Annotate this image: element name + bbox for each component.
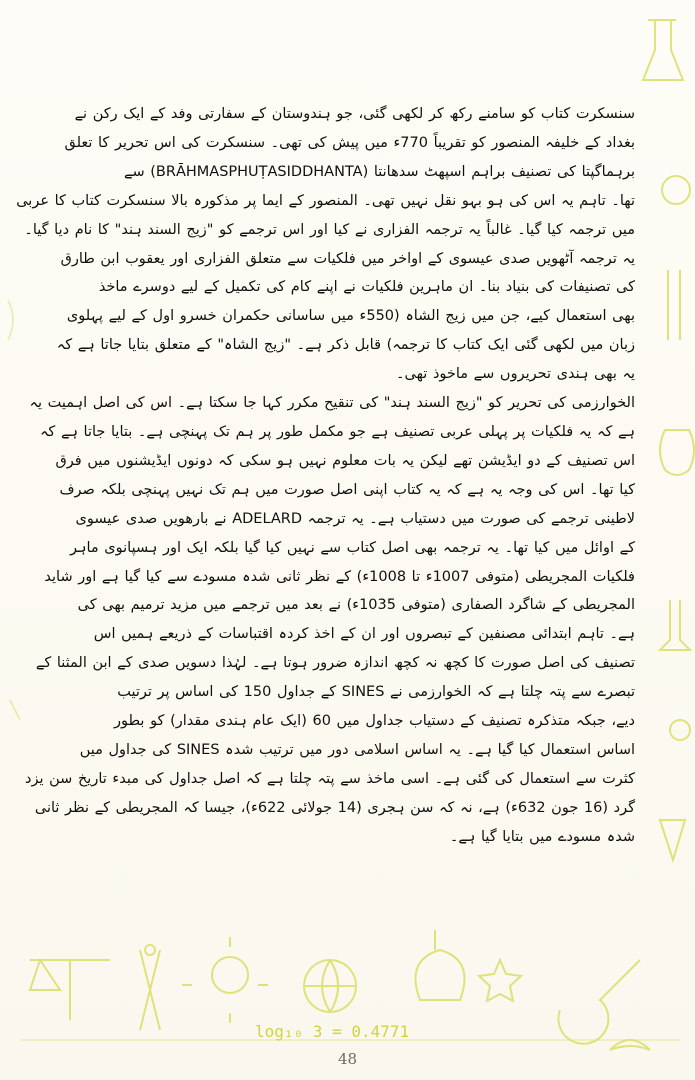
text-line: بغداد کے خلیفہ المنصور کو تقریباً 770ء میں پیش کی تھی۔ سنسکرت کی اس تحریر کا تعلق [64, 134, 635, 151]
urdu-text-body [16, 100, 635, 852]
text-line: بھی استعمال کیے، جن میں زیج الشاہ (550ء میں ساسانی حکمران خسرو اول کے لیے پہلوی [66, 308, 635, 325]
text-line: گرد (16 جون 632ء) ہے، نہ کہ سن ہجری (14 جولائی 622ء)، جیسا کہ المجریطی کے نظر ثانی [34, 799, 635, 816]
text-line: لاطینی ترجمے کی صورت میں دستیاب ہے۔ یہ ترجمہ ADELARD نے بارھویں صدی عیسوی [75, 510, 635, 527]
text-line: المجریطی کے شاگرد الصفاری (متوفی 1035ء) نے بعد میں ترجمے میں مزید ترمیم بھی کی [77, 597, 635, 614]
formula-log-3: log₁₀ 3 = 0.4771 [255, 1022, 410, 1041]
page-number: 48 [337, 1050, 358, 1068]
paragraph-2 [25, 389, 635, 852]
text-line: یہ بھی ہندی تحریروں سے ماخوذ تھی۔ [396, 366, 635, 383]
text-line: ہے۔ تاہم ابتدائی مصنفین کے تبصروں اور ان کے اخذ کردہ اقتباسات کے ذریعے ہمیں اس [93, 626, 635, 643]
text-line: سنسکرت کتاب کو سامنے رکھ کر لکھی گئی، جو ہندوستان کے سفارتی وفد کے ایک رکن نے [74, 106, 635, 122]
text-line: الخوارزمی کی تحریر کو "زیج السند ہند" کی تنقیح مکرر کہا جا سکتا ہے۔ اس کی اصل اہمیت یہ [29, 395, 635, 412]
text-line: شدہ مسودے میں بتایا گیا ہے۔ [449, 828, 635, 845]
text-line: تھا۔ تاہم یہ اس کی ہو بہو نقل نہیں تھی۔ المنصور کے ایما پر مذکورہ بالا سنسکرت کتاب کا عربی [16, 192, 635, 209]
text-line: فلکیات المجریطی (متوفی 1007ء تا 1008ء) کے نظر ثانی شدہ مسودے سے کیا گیا ہے اور شاید [44, 568, 635, 585]
text-line: اساس استعمال کیا گیا ہے۔ یہ اساس اسلامی دور میں ترتیب شدہ SINES کی جداول میں [79, 741, 635, 758]
text-line: برہماگپتا کی تصنیف براہم اسپھٹ سدھانتا (BRĀHMASPHUṬASIDDHANTA) سے [124, 163, 635, 180]
text-line: یہ ترجمہ آٹھویں صدی عیسوی کے اواخر میں فلکیات سے متعلق الفزاری اور یعقوب ابن طارق [60, 250, 635, 267]
paragraph-1 [16, 100, 635, 389]
text-line: میں ترجمہ کیا گیا۔ غالباً یہ ترجمہ الفزاری نے کیا اور اس ترجمے کو "زیج السند ہند" کا نام دیا گیا۔ [24, 221, 635, 238]
text-line: کیا تھا۔ اس کی وجہ یہ ہے کہ یہ کتاب اپنی اصل صورت میں ہم تک نہیں پہنچی بلکہ صرف [59, 481, 635, 498]
text-line: زبان میں لکھی گئی ایک کتاب کا ترجمہ) قابل ذکر ہے۔ "زیج الشاہ" کے متعلق بتایا جاتا ہے کہ [56, 337, 635, 354]
text-line: تصنیف کی اصل صورت کا کچھ نہ کچھ اندازہ ضرور ہوتا ہے۔ لہٰذا دسویں صدی کے ابن المثنا کے [35, 655, 635, 672]
text-line: کی تصنیفات کی بنیاد بنا۔ ان ماہرین فلکیات نے اپنے کام کی تکمیل کے لیے دوسرے ماخذ [98, 279, 635, 296]
text-line: ہے کہ یہ فلکیات پر پہلی عربی تصنیف ہے جو مکمل طور پر ہم تک پہنچی ہے۔ بتایا جاتا ہے کہ [39, 423, 635, 440]
text-line: دیے، جبکہ متذکرہ تصنیف کے دستیاب جداول میں 60 (ایک عام ہندی مقدار) کو بطور [114, 713, 635, 730]
text-line: کے اوائل میں کیا تھا۔ یہ ترجمہ بھی اصل کتاب سے نہیں کیا گیا بلکہ ایک اور ہسپانوی ماہر [69, 539, 635, 556]
text-line: کثرت سے استعمال کی گئی ہے۔ اسی ماخذ سے پتہ چلتا ہے کہ اصل جداول کی مبدء تاریخ سن یزد [25, 770, 635, 787]
text-line: اس تصنیف کے دو ایڈیشن تھے لیکن یہ بات معلوم نہیں ہو سکی کہ دونوں ایڈیشنوں میں فرق [55, 452, 635, 469]
text-line: تبصرے سے پتہ چلتا ہے کہ الخوارزمی نے SINES کے جداول 150 کی اساس پر ترتیب [117, 684, 635, 701]
